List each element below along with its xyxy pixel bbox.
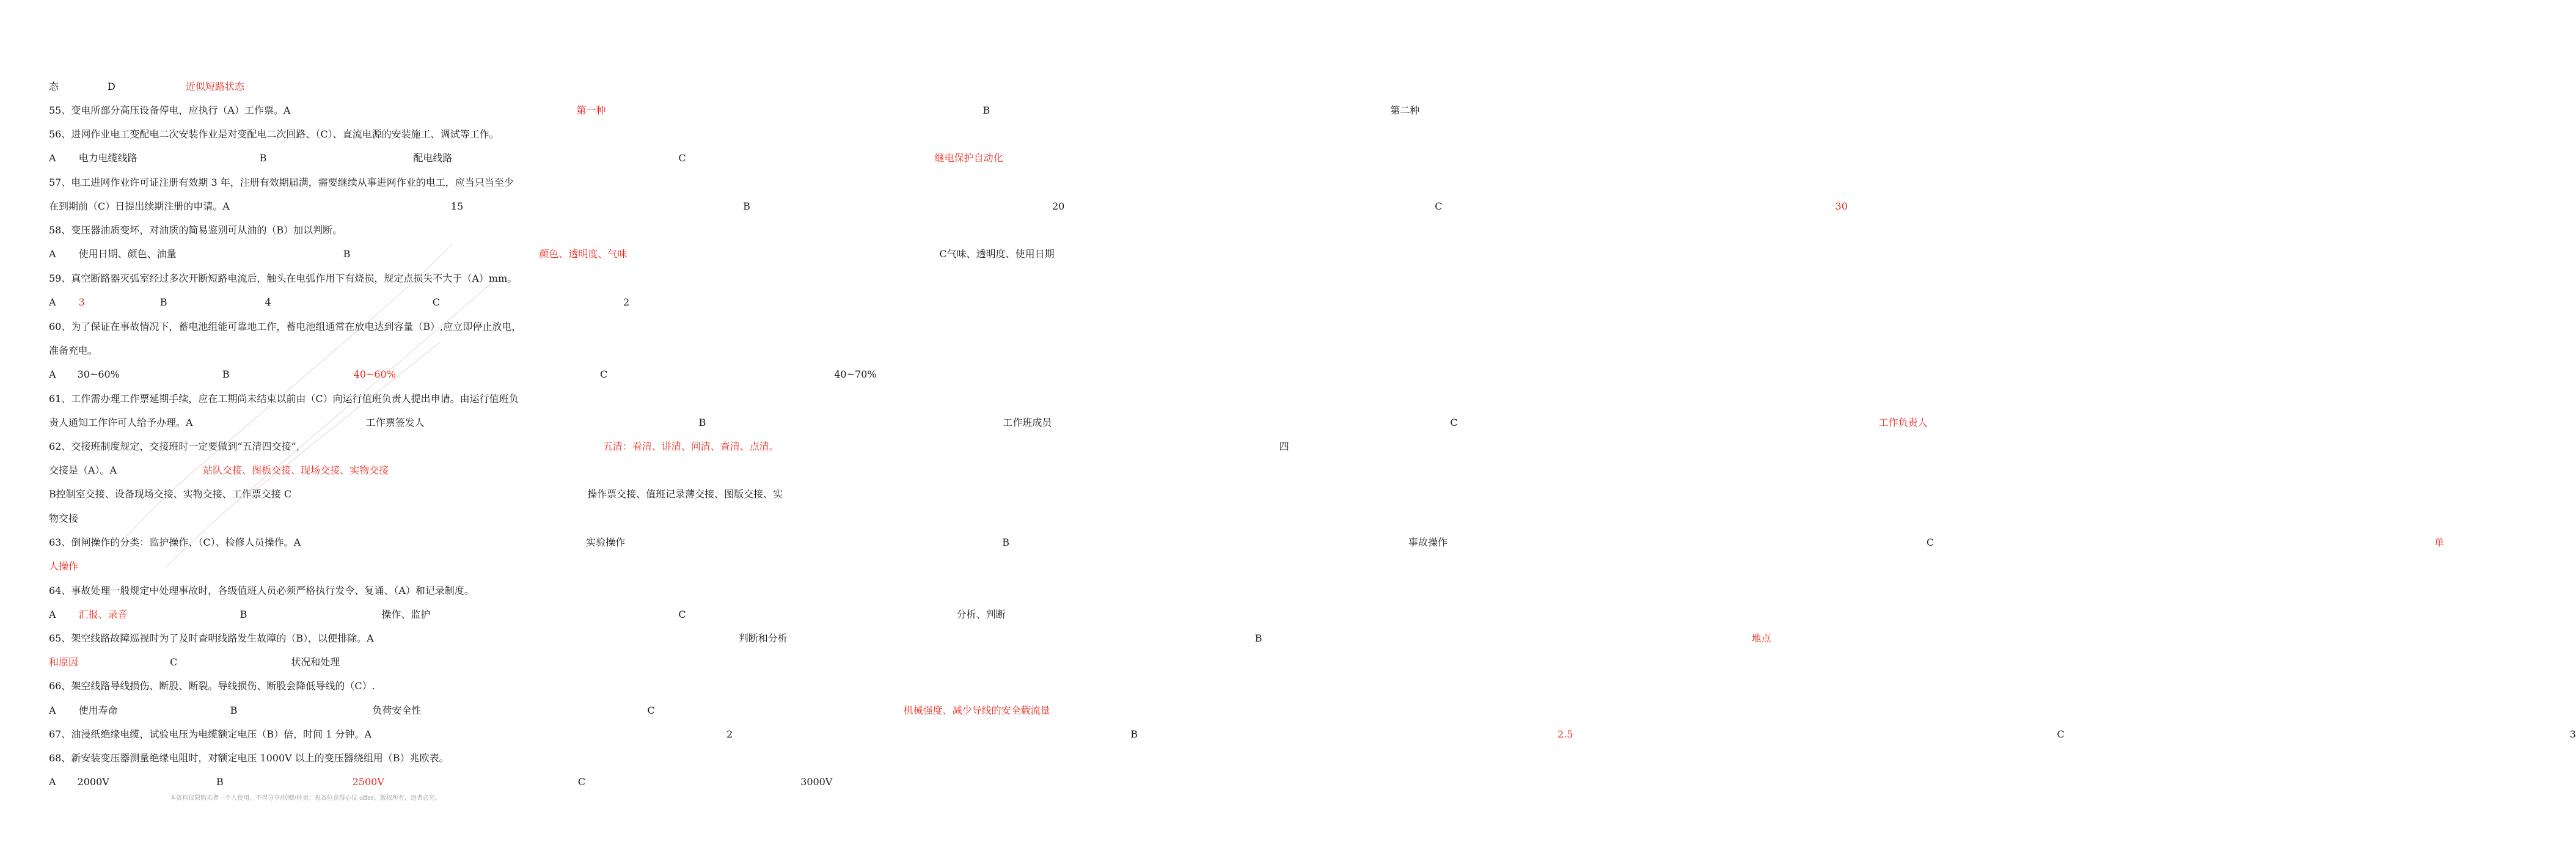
text-segment: 67、油浸纸绝缘电缆，试验电压为电缆额定电压（B）倍，时间 1 分钟。A	[49, 728, 372, 740]
text-segment: C	[432, 296, 440, 308]
text-segment: 2000V	[77, 776, 109, 788]
text-segment: 15	[450, 200, 464, 212]
text-segment: 30~60%	[77, 368, 120, 380]
text-segment: 状况和处理	[291, 656, 340, 668]
text-line	[49, 727, 2576, 742]
text-segment: B	[159, 296, 167, 308]
text-line	[49, 511, 561, 527]
answer-text: 五清：看清、讲清、问清、查清、点清。	[602, 441, 779, 452]
answer-text: 3	[78, 296, 85, 308]
text-line	[49, 79, 561, 95]
text-segment: 56、进网作业电工变配电二次安装作业是对变配电二次回路、（C）、直流电源的安装施工、调试等工作。	[49, 128, 499, 140]
text-segment: B	[1130, 728, 1138, 740]
answer-text: 站队交接、图板交接、现场交接、实物交接	[203, 464, 389, 476]
text-segment: 使用日期、颜色、油量	[78, 248, 177, 260]
answer-text: 2.5	[1557, 728, 1573, 740]
text-segment: C	[599, 368, 608, 380]
text-segment: B	[1002, 536, 1009, 548]
text-segment: C	[577, 776, 586, 788]
text-segment: 第二种	[1390, 104, 1420, 116]
answer-text: 近似短路状态	[185, 81, 244, 92]
text-segment: B	[49, 488, 56, 500]
text-segment: 工作票签发人	[365, 417, 425, 428]
text-segment: 控制室交接、设备现场交接、实物交接、工作票交接 C	[56, 488, 292, 500]
text-segment: 准备充电。	[49, 345, 98, 356]
text-segment: 63、倒闸操作的分类：监护操作、（C）、检修人员操作。A	[49, 536, 301, 548]
text-segment: B	[230, 705, 238, 716]
text-segment: 分析、判断	[956, 609, 1006, 620]
text-segment: C	[678, 609, 686, 620]
text-segment: A	[49, 152, 56, 164]
text-line	[49, 319, 561, 335]
text-segment: 65、架空线路故障巡视时为了及时查明线路发生故障的（B），以便排除。A	[49, 632, 374, 644]
text-segment: 59、真空断路器灭弧室经过多次开断短路电流后，触头在电弧作用下有烧损，规定点损失不大于（A）mm。	[49, 273, 518, 284]
text-segment: C	[2057, 728, 2065, 740]
text-segment: C	[1450, 417, 1458, 428]
answer-text: 汇报、录音	[78, 609, 128, 620]
text-segment: 3	[2569, 728, 2576, 740]
text-line	[49, 150, 1003, 166]
text-segment: 使用寿命	[78, 705, 118, 716]
text-segment: A	[49, 609, 56, 620]
text-segment: B	[222, 368, 230, 380]
text-segment: 事故操作	[1408, 536, 1447, 548]
text-segment: 68、新安装变压器测量绝缘电阻时，对额定电压 1000V 以上的变压器绕组用（B）兆欧表。	[49, 752, 449, 764]
text-segment: A	[49, 368, 56, 380]
answer-text: 继电保护自动化	[934, 152, 1003, 164]
text-line	[49, 391, 561, 407]
text-segment: A	[49, 776, 56, 788]
text-line	[49, 199, 1848, 214]
text-line	[49, 271, 561, 287]
answer-text: 30	[1835, 200, 1848, 212]
text-segment: 在到期前（C）日提出续期注册的申请。A	[49, 200, 230, 212]
text-line	[49, 631, 1771, 646]
answer-text: 第一种	[576, 104, 606, 116]
copyright-footer: 本资料仅限购买者一个人使用，不得分享/转赠/转卖；祝各位获得心仪 offer。版权所有，违者必究。	[170, 795, 441, 802]
text-segment: B	[982, 104, 990, 116]
text-line	[49, 703, 1050, 719]
text-segment: 2	[623, 296, 630, 308]
text-segment: B	[240, 609, 247, 620]
text-line	[49, 103, 1420, 119]
text-line	[49, 678, 561, 694]
text-segment: 55、变电所部分高压设备停电，应执行（A）工作票。A	[49, 104, 291, 116]
text-line	[49, 295, 630, 310]
text-segment: C	[1435, 200, 1443, 212]
text-segment: 态	[49, 81, 59, 92]
text-line	[49, 439, 1289, 455]
text-line	[49, 126, 561, 142]
text-segment: D	[108, 81, 115, 92]
text-segment: 责人通知工作许可人给予办理。A	[49, 417, 193, 428]
text-segment: 物交接	[49, 513, 79, 524]
text-line	[49, 654, 561, 670]
text-segment: C	[1926, 536, 1934, 548]
answer-text: 40~60%	[353, 368, 396, 380]
text-segment: 配电线路	[413, 152, 453, 164]
text-segment: 电力电缆线路	[78, 152, 137, 164]
text-line	[49, 774, 833, 790]
text-segment: B	[1254, 632, 1262, 644]
text-line	[49, 486, 783, 502]
answer-text: 颜色、透明度、气味	[539, 248, 628, 260]
text-segment: 58、变压器油质变坏，对油质的简易鉴别可从油的（B）加以判断。	[49, 224, 343, 236]
text-segment: 负荷安全性	[372, 705, 422, 716]
text-segment: 66、架空线路导线损伤、断股、断裂。导线损伤、断股会降低导线的（C）.	[49, 680, 375, 692]
answer-text: 2500V	[352, 776, 384, 788]
text-line	[49, 175, 561, 191]
text-line	[49, 343, 561, 359]
text-line	[49, 246, 1055, 262]
text-segment: 操作票交接、值班记录薄交接、图版交接、实	[587, 488, 783, 500]
text-segment: 实验操作	[586, 536, 626, 548]
text-segment: 64、事故处理一般规定中处理事故时，各级值班人员必须严格执行发令、复诵、（A）和记录制度。	[49, 585, 474, 596]
text-segment: 62、交接班制度规定，交接班时一定要做到“五清四交接”，	[49, 441, 306, 452]
text-line	[49, 367, 877, 383]
answer-text: 地点	[1751, 632, 1771, 644]
text-segment: B	[343, 248, 351, 260]
text-segment: 工作班成员	[1003, 417, 1052, 428]
answer-text: 人操作	[49, 560, 79, 572]
text-segment: 40~70%	[834, 368, 877, 380]
text-segment: C	[170, 656, 178, 668]
text-line	[49, 535, 2445, 551]
text-line	[49, 607, 1006, 623]
text-segment: B	[259, 152, 267, 164]
text-segment: B	[743, 200, 750, 212]
text-segment: 3000V	[800, 776, 833, 788]
answer-text: 机械强度、减少导线的安全载流量	[903, 705, 1050, 716]
answer-text: 单	[2434, 536, 2445, 548]
text-line	[49, 583, 561, 599]
text-segment: A	[49, 248, 56, 260]
text-line	[49, 415, 1928, 431]
text-line	[49, 222, 561, 238]
text-segment: B	[698, 417, 706, 428]
text-segment: 交接是（A）。A	[49, 464, 117, 476]
text-segment: A	[49, 296, 56, 308]
text-line	[49, 558, 561, 574]
text-segment: C	[678, 152, 686, 164]
text-segment: 20	[1052, 200, 1065, 212]
text-segment: 60、为了保证在事故情况下，蓄电池组能可靠地工作，蓄电池组通常在放电达到容量（B）,应立即停止放电，	[49, 321, 522, 332]
text-segment: C气味、透明度、使用日期	[939, 248, 1055, 260]
text-line	[49, 463, 561, 478]
text-segment: 57、电工进网作业许可证注册有效期 3 年，注册有效期届满，需要继续从事进网作业的电工，应当只当至少	[49, 177, 514, 188]
text-segment: C	[647, 705, 655, 716]
text-segment: B	[216, 776, 224, 788]
text-segment: 2	[726, 728, 733, 740]
text-segment: A	[49, 705, 56, 716]
text-line	[49, 750, 561, 766]
text-segment: 61、工作需办理工作票延期手续，应在工期尚未结束以前由（C）向运行值班负责人提出申请。由运行值班负	[49, 393, 519, 405]
text-segment: 4	[265, 296, 271, 308]
text-segment: 四	[1279, 441, 1289, 452]
text-segment: 判断和分析	[738, 632, 788, 644]
answer-text: 工作负责人	[1878, 417, 1928, 428]
text-segment: 操作、监护	[381, 609, 431, 620]
answer-text: 和原因	[49, 656, 79, 668]
